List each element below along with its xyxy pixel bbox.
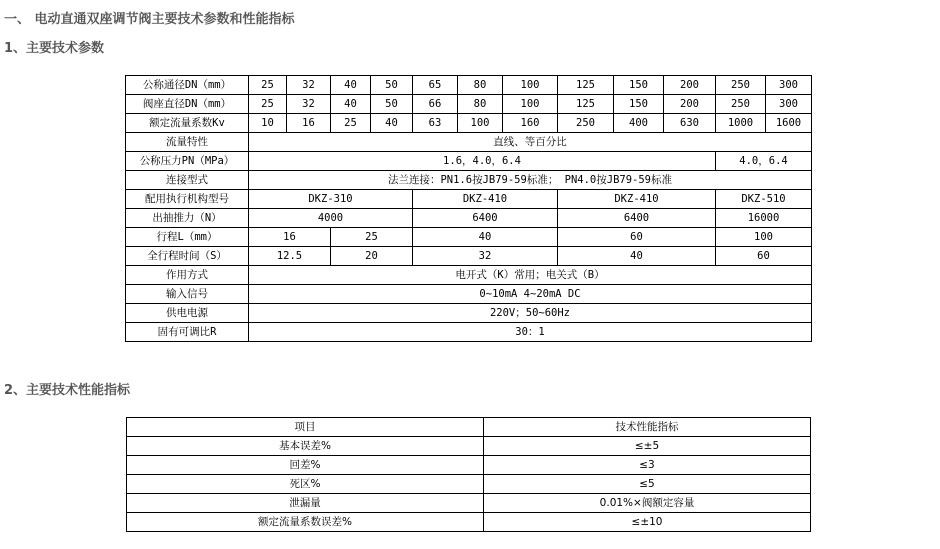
section-heading-performance: 2、主要技术性能指标 bbox=[4, 383, 131, 398]
table-cell: 300 bbox=[766, 76, 812, 95]
table-cell: 250 bbox=[558, 114, 614, 133]
table-cell: 300 bbox=[766, 95, 812, 114]
table-cell: 电开式（K）常用；电关式（B） bbox=[249, 266, 812, 285]
table-cell: 400 bbox=[614, 114, 664, 133]
table-cell: 30：1 bbox=[249, 323, 812, 342]
table-cell: 150 bbox=[614, 76, 664, 95]
table-cell: 4000 bbox=[249, 209, 413, 228]
table-row bbox=[126, 323, 812, 342]
row-label: 输入信号 bbox=[126, 285, 249, 304]
table-cell: 50 bbox=[371, 95, 413, 114]
table-cell: 250 bbox=[716, 76, 766, 95]
table-cell: 125 bbox=[558, 95, 614, 114]
table-row bbox=[126, 285, 812, 304]
row-label: 出抽推力（N） bbox=[126, 209, 249, 228]
table-row bbox=[126, 76, 812, 95]
table-row bbox=[126, 152, 812, 171]
table-cell: 66 bbox=[413, 95, 458, 114]
table-cell: 40 bbox=[371, 114, 413, 133]
row-label: 配用执行机构型号 bbox=[126, 190, 249, 209]
item-cell: 额定流量系数误差% bbox=[127, 513, 484, 532]
table-cell: 25 bbox=[249, 76, 287, 95]
table-cell: 1000 bbox=[716, 114, 766, 133]
table-row bbox=[126, 209, 812, 228]
table-row bbox=[126, 133, 812, 152]
page-title: 一、 电动直通双座调节阀主要技术参数和性能指标 bbox=[4, 12, 295, 27]
table-cell: 4.0，6.4 bbox=[716, 152, 812, 171]
table-cell: 0~10mA 4~20mA DC bbox=[249, 285, 812, 304]
table-row bbox=[127, 437, 811, 456]
spec-cell: ≤±10 bbox=[484, 513, 811, 532]
table-row bbox=[127, 513, 811, 532]
spec-cell: ≤3 bbox=[484, 456, 811, 475]
row-label: 固有可调比R bbox=[126, 323, 249, 342]
row-label: 阀座直径DN（mm） bbox=[126, 95, 249, 114]
table-cell: 63 bbox=[413, 114, 458, 133]
table-row bbox=[126, 228, 812, 247]
table-row bbox=[127, 475, 811, 494]
table-cell: 80 bbox=[458, 95, 503, 114]
table-cell: 20 bbox=[331, 247, 413, 266]
spec-cell: 0.01%×阀额定容量 bbox=[484, 494, 811, 513]
item-cell: 死区% bbox=[127, 475, 484, 494]
row-label: 公称通径DN（mm） bbox=[126, 76, 249, 95]
table-row bbox=[126, 190, 812, 209]
table-cell: 250 bbox=[716, 95, 766, 114]
table-cell: DKZ-310 bbox=[249, 190, 413, 209]
section-heading-params: 1、主要技术参数 bbox=[4, 41, 105, 56]
table-cell: DKZ-410 bbox=[558, 190, 716, 209]
table-cell: 16000 bbox=[716, 209, 812, 228]
column-header-spec: 技术性能指标 bbox=[484, 418, 811, 437]
table-row bbox=[127, 494, 811, 513]
table-cell: 法兰连接：PN1.6按JB79-59标准； PN4.0按JB79-59标准 bbox=[249, 171, 812, 190]
table-cell: 25 bbox=[331, 228, 413, 247]
table-cell: 16 bbox=[287, 114, 331, 133]
table-cell: 200 bbox=[664, 76, 716, 95]
performance-indicators-table bbox=[126, 417, 811, 532]
table-cell: 32 bbox=[287, 95, 331, 114]
column-header-item: 项目 bbox=[127, 418, 484, 437]
row-label: 供电电源 bbox=[126, 304, 249, 323]
row-label: 流量特性 bbox=[126, 133, 249, 152]
row-label: 作用方式 bbox=[126, 266, 249, 285]
table-cell: 1.6，4.0，6.4 bbox=[249, 152, 716, 171]
table-cell: 80 bbox=[458, 76, 503, 95]
table-cell: 100 bbox=[716, 228, 812, 247]
table-cell: 100 bbox=[503, 76, 558, 95]
table-cell: 6400 bbox=[413, 209, 558, 228]
table-cell: 32 bbox=[413, 247, 558, 266]
spec-cell: ≤±5 bbox=[484, 437, 811, 456]
table-cell: 10 bbox=[249, 114, 287, 133]
table-row bbox=[126, 95, 812, 114]
table-cell: 100 bbox=[503, 95, 558, 114]
table-cell: 60 bbox=[716, 247, 812, 266]
table-cell: 160 bbox=[503, 114, 558, 133]
table-cell: 6400 bbox=[558, 209, 716, 228]
table-cell: 16 bbox=[249, 228, 331, 247]
row-label: 行程L（mm） bbox=[126, 228, 249, 247]
table-cell: 直线、等百分比 bbox=[249, 133, 812, 152]
spec-cell: ≤5 bbox=[484, 475, 811, 494]
table-cell: 40 bbox=[558, 247, 716, 266]
table-cell: 150 bbox=[614, 95, 664, 114]
item-cell: 泄漏量 bbox=[127, 494, 484, 513]
table-cell: 40 bbox=[331, 95, 371, 114]
table-cell: 65 bbox=[413, 76, 458, 95]
table-cell: 32 bbox=[287, 76, 331, 95]
table-row bbox=[127, 456, 811, 475]
table-cell: 25 bbox=[331, 114, 371, 133]
table-cell: 200 bbox=[664, 95, 716, 114]
row-label: 额定流量系数Kv bbox=[126, 114, 249, 133]
table-row bbox=[126, 247, 812, 266]
table-cell: 40 bbox=[413, 228, 558, 247]
item-cell: 基本误差% bbox=[127, 437, 484, 456]
table-cell: 630 bbox=[664, 114, 716, 133]
technical-parameters-table bbox=[125, 75, 812, 342]
row-label: 连接型式 bbox=[126, 171, 249, 190]
table-cell: DKZ-410 bbox=[413, 190, 558, 209]
table-row bbox=[126, 304, 812, 323]
table-cell: 1600 bbox=[766, 114, 812, 133]
table-cell: 220V；50~60Hz bbox=[249, 304, 812, 323]
table-header-row bbox=[127, 418, 811, 437]
item-cell: 回差% bbox=[127, 456, 484, 475]
table-cell: 50 bbox=[371, 76, 413, 95]
table-cell: 40 bbox=[331, 76, 371, 95]
table-row bbox=[126, 266, 812, 285]
table-row bbox=[126, 114, 812, 133]
table-cell: 25 bbox=[249, 95, 287, 114]
table-cell: 60 bbox=[558, 228, 716, 247]
row-label: 全行程时间（S） bbox=[126, 247, 249, 266]
table-cell: 12.5 bbox=[249, 247, 331, 266]
table-cell: DKZ-510 bbox=[716, 190, 812, 209]
table-cell: 125 bbox=[558, 76, 614, 95]
row-label: 公称压力PN（MPa） bbox=[126, 152, 249, 171]
table-cell: 100 bbox=[458, 114, 503, 133]
table-row bbox=[126, 171, 812, 190]
